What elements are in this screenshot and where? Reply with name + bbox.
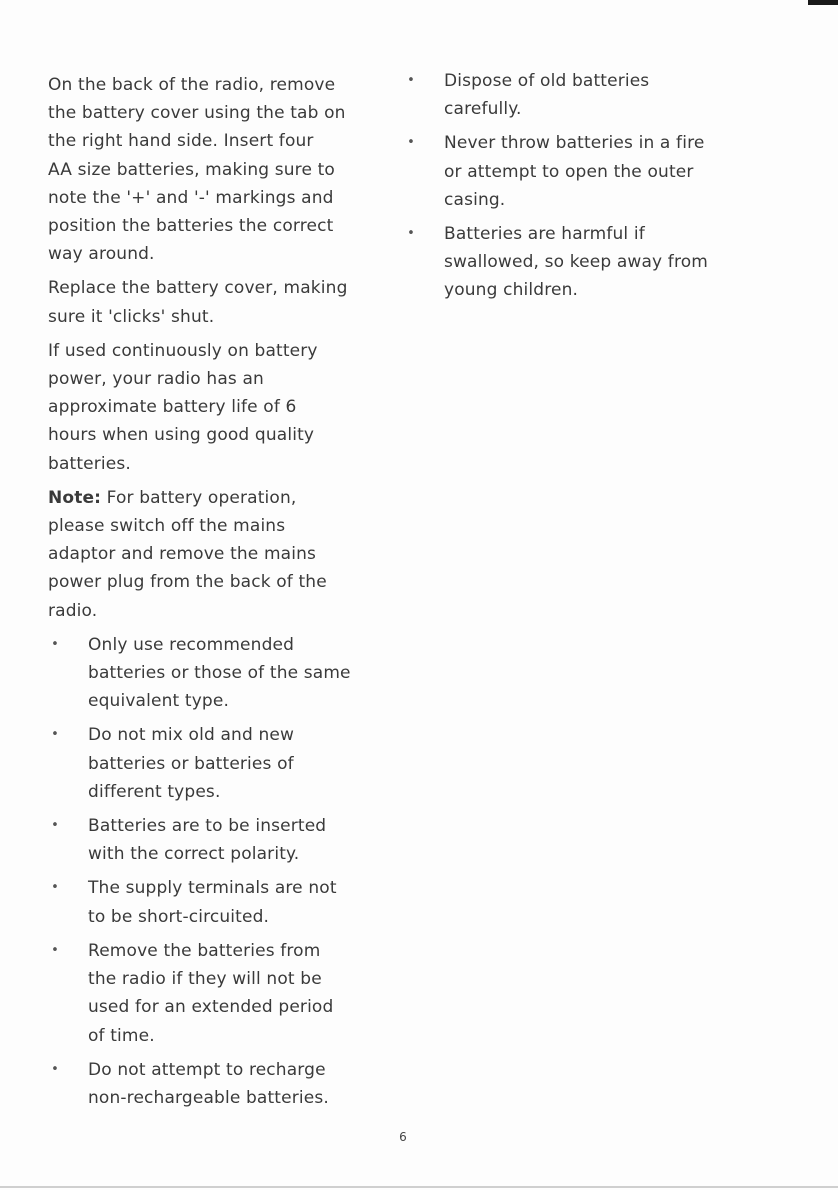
list-item-text: Batteries are to be inserted with the correct polarity. [88, 816, 327, 865]
bullet-icon: • [407, 73, 415, 88]
bullet-icon: • [51, 1061, 59, 1077]
list-item-text: Dispose of old batteries carefully. [444, 71, 650, 120]
bullet-icon: • [51, 727, 59, 743]
bullet-icon: • [407, 135, 415, 151]
bullet-icon: • [51, 880, 59, 896]
list-item [48, 631, 368, 716]
battery-cover-paragraph: Replace the battery cover, making sure it 'clicks' shut. [48, 278, 348, 327]
battery-disposal-list [404, 67, 749, 305]
list-item [404, 129, 749, 214]
list-item-text: Do not attempt to recharge non-rechargeable batteries. [88, 1059, 329, 1108]
left-column [48, 71, 368, 1118]
bullet-icon: • [407, 226, 415, 242]
list-item [48, 1056, 368, 1112]
list-item [48, 937, 368, 1050]
bullet-icon: • [51, 942, 59, 958]
list-item-text: The supply terminals are not to be short-circuited. [88, 878, 337, 927]
note-text: For battery operation, please switch off the mains adaptor and remove the mains power plug from the back of the radio. [48, 487, 327, 621]
list-item-text: Batteries are harmful if swallowed, so keep away from young children. [444, 224, 708, 301]
note-label: Note: [48, 487, 102, 508]
list-item-text: Never throw batteries in a fire or attempt to open the outer casing. [444, 133, 705, 210]
battery-install-paragraph: On the back of the radio, remove the battery cover using the tab on the right hand side. Insert four AA size batteries, making sure to note the '+' and '-' markings and position the batteries the correct way around. [48, 75, 346, 265]
bottom-divider [0, 1186, 838, 1188]
list-item-text: Only use recommended batteries or those of the same equivalent type. [88, 634, 351, 712]
bullet-icon: • [51, 818, 59, 834]
right-column [404, 67, 749, 311]
bullet-icon: • [51, 636, 59, 652]
list-item-text: Remove the batteries from the radio if they will not be used for an extended period of time. [88, 940, 334, 1046]
list-item [48, 874, 368, 930]
list-item [404, 220, 749, 305]
page-number: 6 [399, 1130, 407, 1144]
list-item [404, 67, 749, 123]
battery-life-paragraph: If used continuously on battery power, your radio has an approximate battery life of 6 hours when using good quality batteries. [48, 340, 318, 474]
list-item-text: Do not mix old and new batteries or batteries of different types. [88, 725, 295, 802]
note-paragraph [48, 484, 368, 625]
corner-crop-mark [808, 0, 838, 5]
list-item [48, 721, 368, 806]
battery-safety-list [48, 631, 368, 1112]
list-item [48, 812, 368, 868]
